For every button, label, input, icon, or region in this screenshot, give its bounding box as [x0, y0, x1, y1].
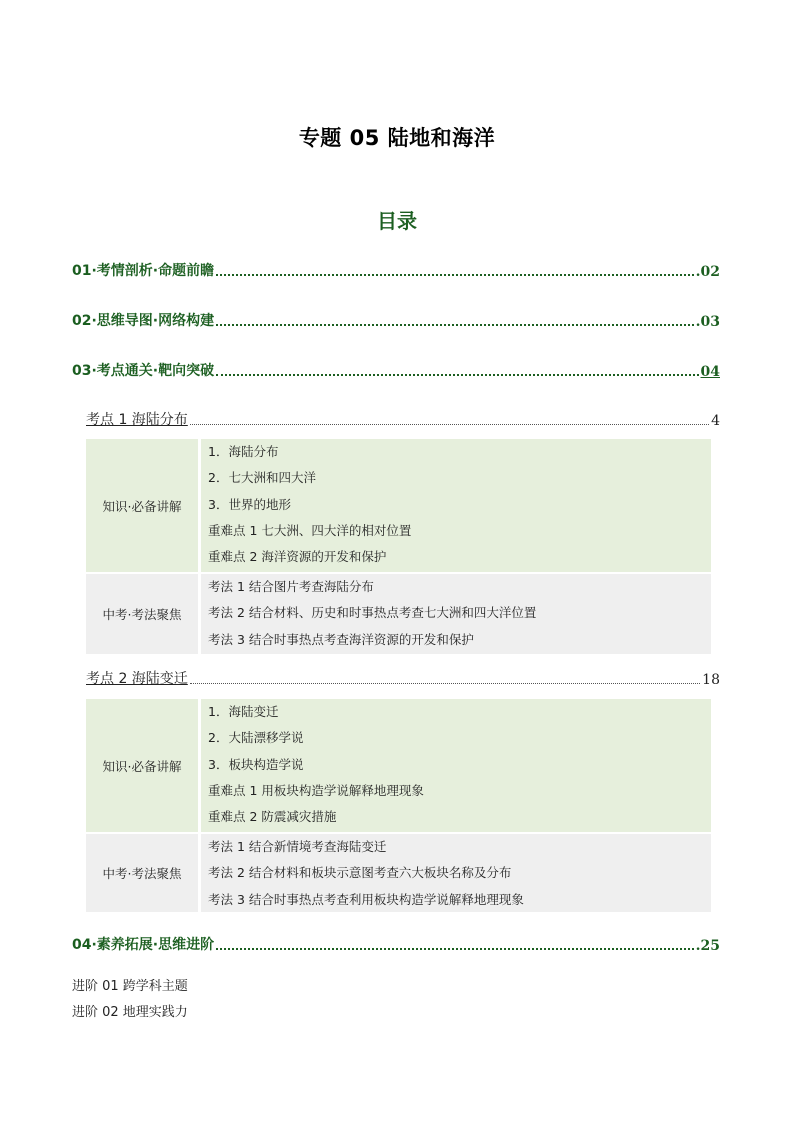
knowledge-item: 3．板块构造学说	[208, 756, 304, 772]
dot-leader	[190, 423, 709, 425]
kaodian-label: 考点 2 海陆变迁	[86, 671, 188, 687]
extension-item-1[interactable]: 进阶 01 跨学科主题	[72, 979, 188, 994]
knowledge-item: 重难点 1 七大洲、四大洋的相对位置	[208, 522, 412, 538]
dot-leader	[216, 323, 694, 326]
knowledge-list	[201, 439, 711, 572]
toc-entry-02[interactable]	[72, 310, 720, 330]
knowledge-item: 1．海陆变迁	[208, 704, 279, 719]
kaodian-1-entry[interactable]	[86, 409, 720, 429]
toc-entry-label: 04·素养拓展·思维进阶	[72, 937, 215, 953]
toc-entry-page: .02	[695, 264, 720, 280]
knowledge-item: 1．海陆分布	[208, 444, 279, 459]
dot-leader	[216, 373, 698, 376]
knowledge-item: 2．七大洲和四大洋	[208, 470, 316, 486]
knowledge-label: 知识·必备讲解	[86, 699, 198, 832]
knowledge-item: 重难点 2 防震减灾措施	[208, 809, 337, 825]
kaodian-page: 18	[702, 672, 720, 688]
exam-item: 考法 1 结合新情境考查海陆变迁	[208, 839, 387, 854]
toc-entry-label: 03·考点通关·靶向突破	[72, 363, 215, 379]
dot-leader	[216, 273, 694, 276]
knowledge-item: 3．世界的地形	[208, 496, 291, 512]
toc-entry-label: 02·思维导图·网络构建	[72, 313, 215, 329]
toc-entry-03[interactable]	[72, 360, 720, 380]
knowledge-label: 知识·必备讲解	[86, 439, 198, 572]
knowledge-item: 重难点 2 海洋资源的开发和保护	[208, 549, 387, 565]
exam-label: 中考·考法聚焦	[86, 574, 198, 654]
exam-item: 考法 2 结合材料、历史和时事热点考查七大洲和四大洋位置	[208, 605, 537, 621]
knowledge-list	[201, 699, 711, 832]
toc-entry-01[interactable]	[72, 260, 720, 280]
knowledge-item: 2．大陆漂移学说	[208, 730, 304, 746]
exam-item: 考法 1 结合图片考查海陆分布	[208, 579, 374, 594]
toc-entry-page: .25	[695, 938, 720, 954]
toc-heading: 目录	[377, 209, 417, 233]
kaodian-page: 4	[711, 413, 720, 429]
toc-entry-label: 01·考情剖析·命题前瞻	[72, 263, 215, 279]
document-title: 专题 05 陆地和海洋	[298, 126, 496, 150]
dot-leader	[216, 947, 694, 950]
exam-list	[201, 834, 711, 912]
kaodian-2-entry[interactable]	[86, 668, 720, 688]
extension-item-2[interactable]: 进阶 02 地理实践力	[72, 1005, 188, 1020]
exam-item: 考法 2 结合材料和板块示意图考查六大板块名称及分布	[208, 865, 512, 881]
exam-label: 中考·考法聚焦	[86, 834, 198, 912]
knowledge-item: 重难点 1 用板块构造学说解释地理现象	[208, 782, 424, 798]
exam-item: 考法 3 结合时事热点考查利用板块构造学说解释地理现象	[208, 891, 524, 907]
kaodian-1-knowledge-block	[86, 439, 711, 572]
kaodian-1-exam-block	[86, 574, 711, 654]
toc-entry-page: 04	[700, 364, 720, 380]
kaodian-label: 考点 1 海陆分布	[86, 412, 188, 428]
kaodian-2-exam-block	[86, 834, 711, 912]
dot-leader	[190, 682, 700, 684]
toc-entry-page: .03	[695, 314, 720, 330]
toc-entry-04[interactable]	[72, 934, 720, 954]
kaodian-2-knowledge-block	[86, 699, 711, 832]
exam-list	[201, 574, 711, 654]
exam-item: 考法 3 结合时事热点考查海洋资源的开发和保护	[208, 631, 474, 647]
